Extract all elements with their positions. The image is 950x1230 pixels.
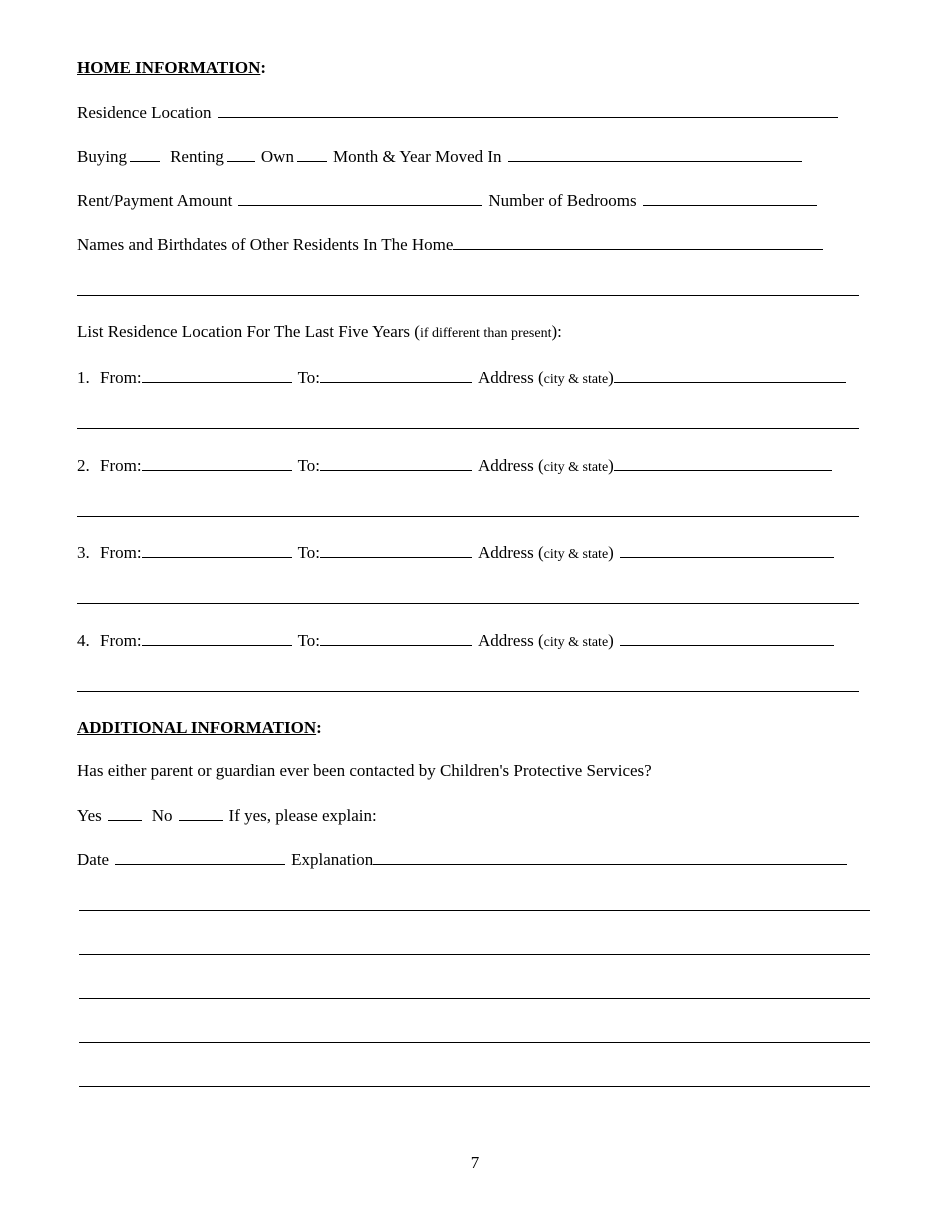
from-field[interactable]: [142, 630, 292, 646]
explain-prompt: If yes, please explain:: [228, 806, 377, 825]
yes-label: Yes: [77, 806, 102, 825]
rent-payment-label: Rent/Payment Amount: [77, 191, 233, 210]
ownership-row: [77, 146, 805, 167]
to-label: To:: [297, 456, 320, 475]
address-field[interactable]: [614, 455, 832, 471]
additional-information-heading: ADDITIONAL INFORMATION :: [77, 718, 322, 737]
yes-field[interactable]: [108, 805, 142, 821]
yes-no-row: [77, 805, 377, 826]
date-explanation-row: [77, 849, 850, 870]
explanation-line-1[interactable]: [79, 910, 870, 911]
explanation-line-5[interactable]: [79, 1086, 870, 1087]
address-hint: city & state: [543, 547, 609, 562]
address-continuation-line-1[interactable]: [77, 428, 859, 429]
address-label: Address (: [477, 631, 544, 650]
from-field[interactable]: [142, 542, 292, 558]
to-label: To:: [297, 543, 320, 562]
residence-location-field[interactable]: [218, 102, 838, 118]
date-field[interactable]: [115, 849, 285, 865]
address-continuation-line-2[interactable]: [77, 516, 859, 517]
renting-label: Renting: [170, 147, 224, 166]
to-field[interactable]: [320, 542, 472, 558]
history-entry-3: [77, 542, 837, 565]
address-end: ): [608, 456, 614, 475]
cps-question: [77, 761, 652, 781]
history-intro-small: if different than present: [419, 326, 552, 341]
address-end: ): [608, 543, 614, 562]
buying-field[interactable]: [130, 146, 160, 162]
cps-question-text: Has either parent or guardian ever been contacted by Children's Protective Services?: [77, 761, 652, 780]
address-hint: city & state: [543, 372, 609, 387]
to-field[interactable]: [320, 455, 472, 471]
explanation-line-2[interactable]: [79, 954, 870, 955]
residence-location-label: Residence Location: [77, 103, 212, 122]
rent-bedrooms-row: [77, 190, 820, 211]
from-label: From:: [100, 543, 142, 562]
entry-number: 1.: [77, 368, 90, 387]
address-continuation-line-3[interactable]: [77, 603, 859, 604]
history-intro-end: ):: [551, 322, 562, 341]
history-entry-2: [77, 455, 835, 478]
history-entry-4: [77, 630, 837, 653]
address-end: ): [608, 631, 614, 650]
moved-in-field[interactable]: [508, 146, 802, 162]
residents-row: [77, 234, 826, 255]
moved-in-label: Month & Year Moved In: [332, 147, 502, 166]
address-field[interactable]: [614, 367, 846, 383]
address-hint: city & state: [543, 635, 609, 650]
residents-label: Names and Birthdates of Other Residents In The Home: [77, 235, 454, 254]
entry-number: 2.: [77, 456, 90, 475]
explanation-label: Explanation: [291, 850, 374, 869]
from-label: From:: [100, 456, 142, 475]
explanation-line-3[interactable]: [79, 998, 870, 999]
no-label: No: [151, 806, 173, 825]
entry-number: 4.: [77, 631, 90, 650]
to-label: To:: [297, 368, 320, 387]
address-label: Address (: [477, 368, 544, 387]
to-label: To:: [297, 631, 320, 650]
bedrooms-label: Number of Bedrooms: [488, 191, 637, 210]
date-label: Date: [77, 850, 110, 869]
explanation-line-4[interactable]: [79, 1042, 870, 1043]
address-end: ): [608, 368, 614, 387]
own-field[interactable]: [297, 146, 327, 162]
buying-label: Buying: [77, 147, 128, 166]
home-information-heading: HOME INFORMATION :: [77, 58, 267, 77]
from-field[interactable]: [142, 455, 292, 471]
to-field[interactable]: [320, 367, 472, 383]
residence-location-row: [77, 102, 841, 123]
address-hint: city & state: [543, 460, 609, 475]
bedrooms-field[interactable]: [643, 190, 817, 206]
no-field[interactable]: [179, 805, 223, 821]
from-field[interactable]: [142, 367, 292, 383]
history-intro: [77, 322, 562, 344]
explanation-field[interactable]: [373, 849, 847, 865]
additional-heading-text: ADDITIONAL INFORMATION: [77, 718, 317, 737]
from-label: From:: [100, 631, 142, 650]
residents-field[interactable]: [453, 234, 823, 250]
address-field[interactable]: [620, 630, 834, 646]
home-heading-text: HOME INFORMATION: [77, 58, 261, 77]
from-label: From:: [100, 368, 142, 387]
to-field[interactable]: [320, 630, 472, 646]
address-continuation-line-4[interactable]: [77, 691, 859, 692]
rent-payment-field[interactable]: [238, 190, 482, 206]
residents-continuation-line[interactable]: [77, 295, 859, 296]
own-label: Own: [260, 147, 294, 166]
address-field[interactable]: [620, 542, 834, 558]
address-label: Address (: [477, 543, 544, 562]
renting-field[interactable]: [227, 146, 255, 162]
entry-number: 3.: [77, 543, 90, 562]
history-entry-1: [77, 367, 849, 390]
page-number: 7: [470, 1153, 480, 1172]
address-label: Address (: [477, 456, 544, 475]
history-intro-text: List Residence Location For The Last Five Years (: [77, 322, 420, 341]
